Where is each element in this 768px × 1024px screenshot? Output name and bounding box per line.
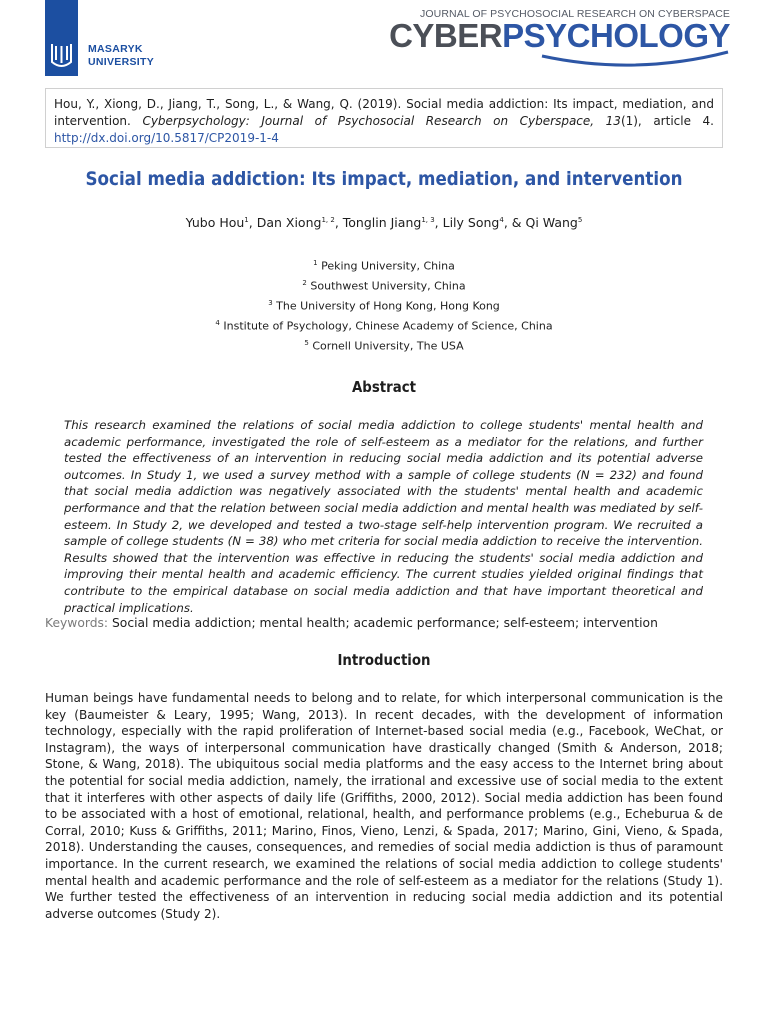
- citation-line-1: Hou, Y., Xiong, D., Jiang, T., Song, L., & Wang, Q. (2019). Social media addiction: Its impact, mediation, and: [54, 97, 714, 111]
- author-affiliation-number: 1, 3: [421, 215, 435, 224]
- author-name: Tonglin Jiang: [342, 215, 422, 230]
- introduction-heading: Introduction: [337, 651, 431, 669]
- author: [526, 215, 583, 230]
- university-emblem-icon: [51, 42, 72, 68]
- affiliation-text: Cornell University, The USA: [312, 339, 464, 353]
- university-name: [88, 43, 154, 68]
- author-affiliation-number: 4: [499, 215, 504, 224]
- affiliation-item: [0, 255, 768, 275]
- citation-suffix: (1), article 4.: [620, 114, 714, 128]
- author-name: Yubo Hou: [185, 215, 245, 230]
- affiliation-text: Peking University, China: [321, 259, 455, 273]
- author: [186, 215, 257, 230]
- author-list: [0, 215, 768, 230]
- keywords-text: Social media addiction; mental health; academic performance; self-esteem; intervention: [112, 616, 658, 630]
- introduction-text: Human beings have fundamental needs to belong and to relate, for which interpersonal communication is the key (Baumeister & Leary, 1995; Wang, 2013). In recent decades, with the development of information technology, especially with the rapid proliferation of Internet-based social media (e.g., Facebook, WeChat, or Instagram), the ways of interpersonal communication have drastically changed (Smith & Anderson, 2018; Stone, & Wang, 2018). The ubiquitous social media platforms and the easy access to the Internet bring about the potential for social media addiction, namely, the irrational and excessive use of social media to the extent that it interferes with other aspects of daily life (Griffiths, 2000, 2012). Social media addiction has been found to be associated with a host of emotional, relational, health, and performance problems (e.g., Echeburua & de Corral, 2010; Kuss & Griffiths, 2011; Marino, Finos, Vieno, Lenzi, & Spada, 2017; Marino, Gini, Vieno, & Spada, 2018). Understanding the causes, consequences, and remedies of social media addiction is thus of paramount importance. In the current research, we examined the relations of social media addiction to college students' mental health and academic performance and the role of self-esteem as a mediator for the relations (Study 1). We further tested the effectiveness of an intervention in reducing social media addiction and its potential adverse outcomes (Study 2).: [45, 691, 723, 921]
- journal-swoosh-icon: [540, 50, 730, 72]
- affiliation-number: 3: [268, 298, 273, 307]
- journal-subtitle: JOURNAL OF PSYCHOSOCIAL RESEARCH ON CYBERSPACE: [420, 8, 730, 20]
- university-name-line2: UNIVERSITY: [88, 55, 155, 68]
- keywords: [45, 616, 658, 630]
- affiliation-item: [0, 295, 768, 315]
- author-separator: ,: [434, 215, 443, 230]
- affiliation-text: Southwest University, China: [310, 279, 466, 293]
- doi-link[interactable]: http://dx.doi.org/10.5817/CP2019-1-4: [54, 131, 279, 145]
- citation-prefix: intervention.: [54, 114, 131, 128]
- author-name: Dan Xiong: [256, 215, 322, 230]
- author-separator: , &: [503, 215, 526, 230]
- author: [343, 215, 443, 230]
- citation-box: [45, 88, 723, 148]
- affiliation-text: Institute of Psychology, Chinese Academy of Science, China: [223, 319, 553, 333]
- citation-line-2: [54, 113, 714, 130]
- author-name: Lily Song: [442, 215, 500, 230]
- affiliation-text: The University of Hong Kong, Hong Kong: [276, 299, 500, 313]
- keywords-label: Keywords:: [45, 616, 109, 630]
- author-separator: ,: [334, 215, 343, 230]
- affiliation-number: 2: [302, 278, 307, 287]
- university-name-line1: MASARYK: [88, 43, 143, 55]
- citation-journal: Cyberpsychology: Journal of Psychosocial Research on Cyberspace, 13: [142, 114, 621, 128]
- author-affiliation-number: 1, 2: [321, 215, 335, 224]
- paper-title: Social media addiction: Its impact, mediation, and intervention: [85, 168, 683, 190]
- affiliation-item: [0, 275, 768, 295]
- journal-wordmark: [389, 18, 730, 54]
- author: [443, 215, 526, 230]
- wordmark-psychology: PSYCHOLOGY: [502, 17, 730, 54]
- affiliation-number: 5: [304, 338, 309, 347]
- affiliation-list: [0, 255, 768, 355]
- author-name: Qi Wang: [525, 215, 578, 230]
- affiliation-item: [0, 335, 768, 355]
- author-affiliation-number: 1: [244, 215, 249, 224]
- affiliation-number: 1: [313, 259, 318, 267]
- affiliation-item: [0, 315, 768, 335]
- affiliation-number: 4: [215, 318, 220, 327]
- abstract-text: This research examined the relations of social media addiction to college students' mental health and academic performance, investigated the role of self-esteem as a mediator for the relations, and further tested the effectiveness of an intervention in reducing social media addiction and its potential adverse outcomes. In Study 1, we used a survey method with a sample of college students (N = 232) and found that social media addiction was negatively associated with the students' mental health and academic performance and that the relation between social media addiction and mental health was mediated by self-esteem. In Study 2, we developed and tested a two-stage self-help intervention program. We recruited a sample of college students (N = 38) who met criteria for social media addiction to receive the intervention. Results showed that the intervention was effective in reducing the students' social media addiction and improving their mental health and academic efficiency. The current studies yielded original findings that contribute to the empirical database on social media addiction and that have important theoretical and practical implications.: [64, 418, 703, 615]
- masaryk-university-logo: [45, 0, 78, 76]
- abstract-heading: Abstract: [351, 378, 417, 396]
- author: [257, 215, 343, 230]
- wordmark-cyber: CYBER: [389, 17, 503, 54]
- author-separator: ,: [248, 215, 257, 230]
- author-affiliation-number: 5: [577, 215, 583, 224]
